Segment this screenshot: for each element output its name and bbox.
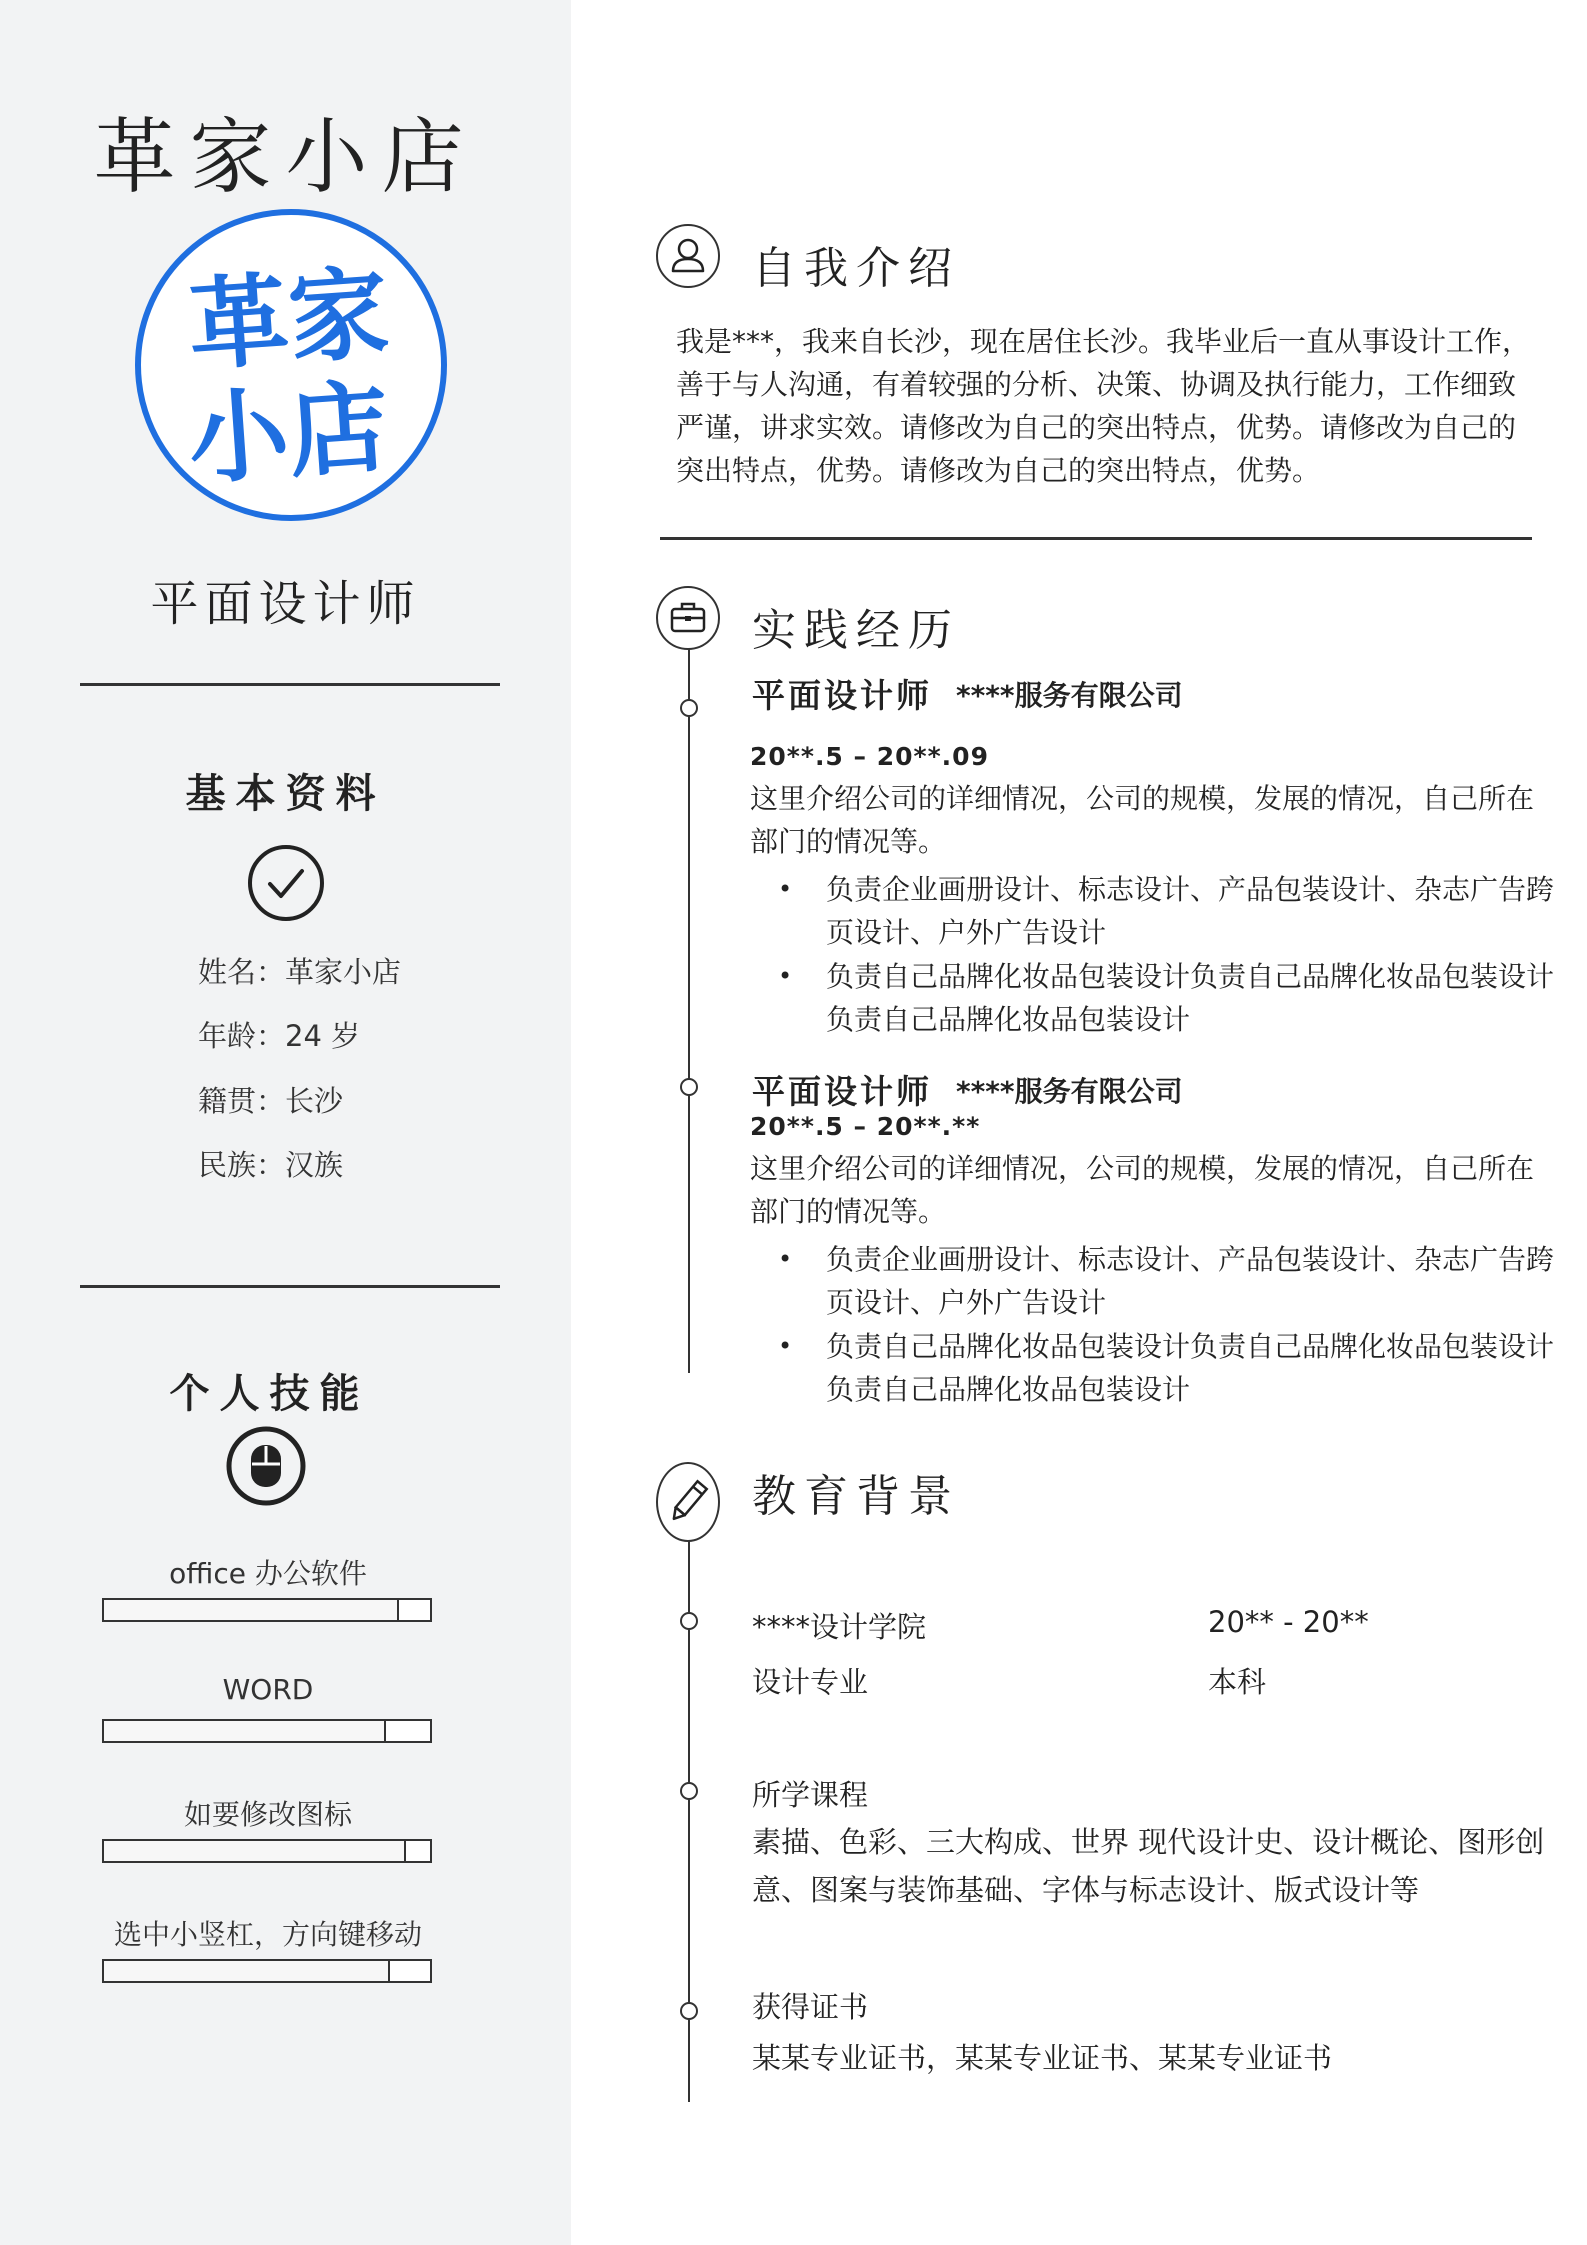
skill-bar: [102, 1719, 432, 1743]
courses-text: [752, 1818, 1544, 1914]
job-entry-company: ****服务有限公司: [956, 1075, 1183, 1108]
job-entry-desc: [750, 777, 1560, 863]
experience-heading: 实践经历: [752, 605, 960, 656]
degree: 本科: [1208, 1665, 1267, 1699]
info-name: 姓名：革家小店: [198, 955, 402, 989]
skill-bar-fill: [104, 1721, 386, 1741]
duty-item: [826, 1325, 1587, 1411]
desc-line: 部门的情况等。: [750, 1195, 947, 1228]
duty-line: 页设计、户外广告设计: [826, 916, 1107, 949]
courses-heading: 所学课程: [752, 1778, 869, 1812]
job-title: 平面设计师: [150, 576, 421, 632]
duty-line: • 负责企业画册设计、标志设计、产品包装设计、杂志广告跨: [826, 1243, 1555, 1276]
duty-item: [826, 955, 1587, 1041]
job-entry-title: 平面设计师: [752, 1072, 932, 1111]
job-entry-title: 平面设计师: [752, 676, 932, 715]
intro-line: 严谨，讲求实效。请修改为自己的突出特点，优势。请修改为自己的: [676, 411, 1517, 444]
school-years: 20** - 20**: [1208, 1605, 1369, 1639]
job-entry-duties: [752, 868, 1587, 1042]
skill-bar-fill: [104, 1841, 406, 1861]
timeline-dot: [680, 699, 698, 717]
duty-line: • 负责自己品牌化妆品包装设计负责自己品牌化妆品包装设计: [826, 1330, 1555, 1363]
desc-line: 这里介绍公司的详细情况，公司的规模，发展的情况，自己所在: [750, 782, 1535, 815]
courses-line: 意、图案与装饰基础、字体与标志设计、版式设计等: [752, 1873, 1420, 1907]
skill-label: WORD: [222, 1673, 314, 1706]
info-age: 年龄：24 岁: [198, 1019, 361, 1053]
desc-line: 部门的情况等。: [750, 825, 947, 858]
desc-line: 这里介绍公司的详细情况，公司的规模，发展的情况，自己所在: [750, 1152, 1535, 1185]
skill-bar: [102, 1839, 432, 1863]
intro-line: 善于与人沟通，有着较强的分析、决策、协调及执行能力，工作细致: [676, 368, 1517, 401]
logo-text-line1: 革家: [184, 253, 393, 385]
certs-heading: 获得证书: [752, 1990, 869, 2024]
pencil-icon: [656, 1462, 720, 1542]
timeline-dot: [680, 1078, 698, 1096]
divider: [660, 537, 1532, 540]
mouse-icon: [226, 1426, 306, 1506]
duty-line: 页设计、户外广告设计: [826, 1286, 1107, 1319]
certs-text: 某某专业证书，某某专业证书、某某专业证书: [752, 2041, 1333, 2075]
skill-bar-fill: [104, 1600, 399, 1620]
store-name: 革家小店: [93, 110, 478, 205]
skill-bar: [102, 1959, 432, 1983]
divider: [80, 683, 500, 686]
skill-label: office 办公软件: [169, 1557, 367, 1590]
school-name: ****设计学院: [752, 1610, 927, 1644]
duty-line: • 负责自己品牌化妆品包装设计负责自己品牌化妆品包装设计: [826, 960, 1555, 993]
info-hometown: 籍贯：长沙: [198, 1084, 344, 1118]
user-icon: [656, 224, 720, 288]
duty-item: [826, 1238, 1587, 1324]
job-entry-company: ****服务有限公司: [956, 679, 1183, 712]
job-entry-desc: [750, 1147, 1560, 1233]
courses-line: 素描、色彩、三大构成、世界 现代设计史、设计概论、图形创: [752, 1825, 1545, 1859]
education-heading: 教育背景: [752, 1471, 960, 1522]
timeline-dot: [680, 1782, 698, 1800]
divider: [80, 1285, 500, 1288]
store-logo: [132, 206, 450, 524]
skill-bar: [102, 1598, 432, 1622]
job-entry-date: 20**.5 – 20**.**: [750, 1112, 981, 1141]
check-circle-icon: [247, 844, 325, 922]
briefcase-icon: [656, 586, 720, 650]
job-entry-date: 20**.5 – 20**.09: [750, 742, 989, 771]
experience-timeline: [688, 648, 690, 1373]
duty-line: 负责自己品牌化妆品包装设计: [826, 1003, 1191, 1036]
timeline-dot: [680, 2002, 698, 2020]
skill-bar-fill: [104, 1961, 390, 1981]
info-ethnicity: 民族：汉族: [198, 1148, 344, 1182]
intro-line: 突出特点，优势。请修改为自己的突出特点，优势。: [676, 454, 1321, 487]
duty-line: • 负责企业画册设计、标志设计、产品包装设计、杂志广告跨: [826, 873, 1555, 906]
skills-heading: 个人技能: [169, 1371, 370, 1417]
intro-heading: 自我介绍: [752, 243, 960, 294]
job-entry-duties: [752, 1238, 1587, 1412]
logo-text-line2: 小店: [184, 367, 393, 499]
skill-label: 选中小竖杠，方向键移动: [113, 1918, 422, 1951]
duty-line: 负责自己品牌化妆品包装设计: [826, 1373, 1191, 1406]
major: 设计专业: [752, 1665, 869, 1699]
intro-text: [676, 320, 1556, 492]
intro-line: 我是***，我来自长沙，现在居住长沙。我毕业后一直从事设计工作，: [676, 325, 1531, 358]
timeline-dot: [680, 1612, 698, 1630]
skill-label: 如要修改图标: [183, 1798, 352, 1831]
duty-item: [826, 868, 1587, 954]
basic-info-heading: 基本资料: [185, 771, 386, 817]
